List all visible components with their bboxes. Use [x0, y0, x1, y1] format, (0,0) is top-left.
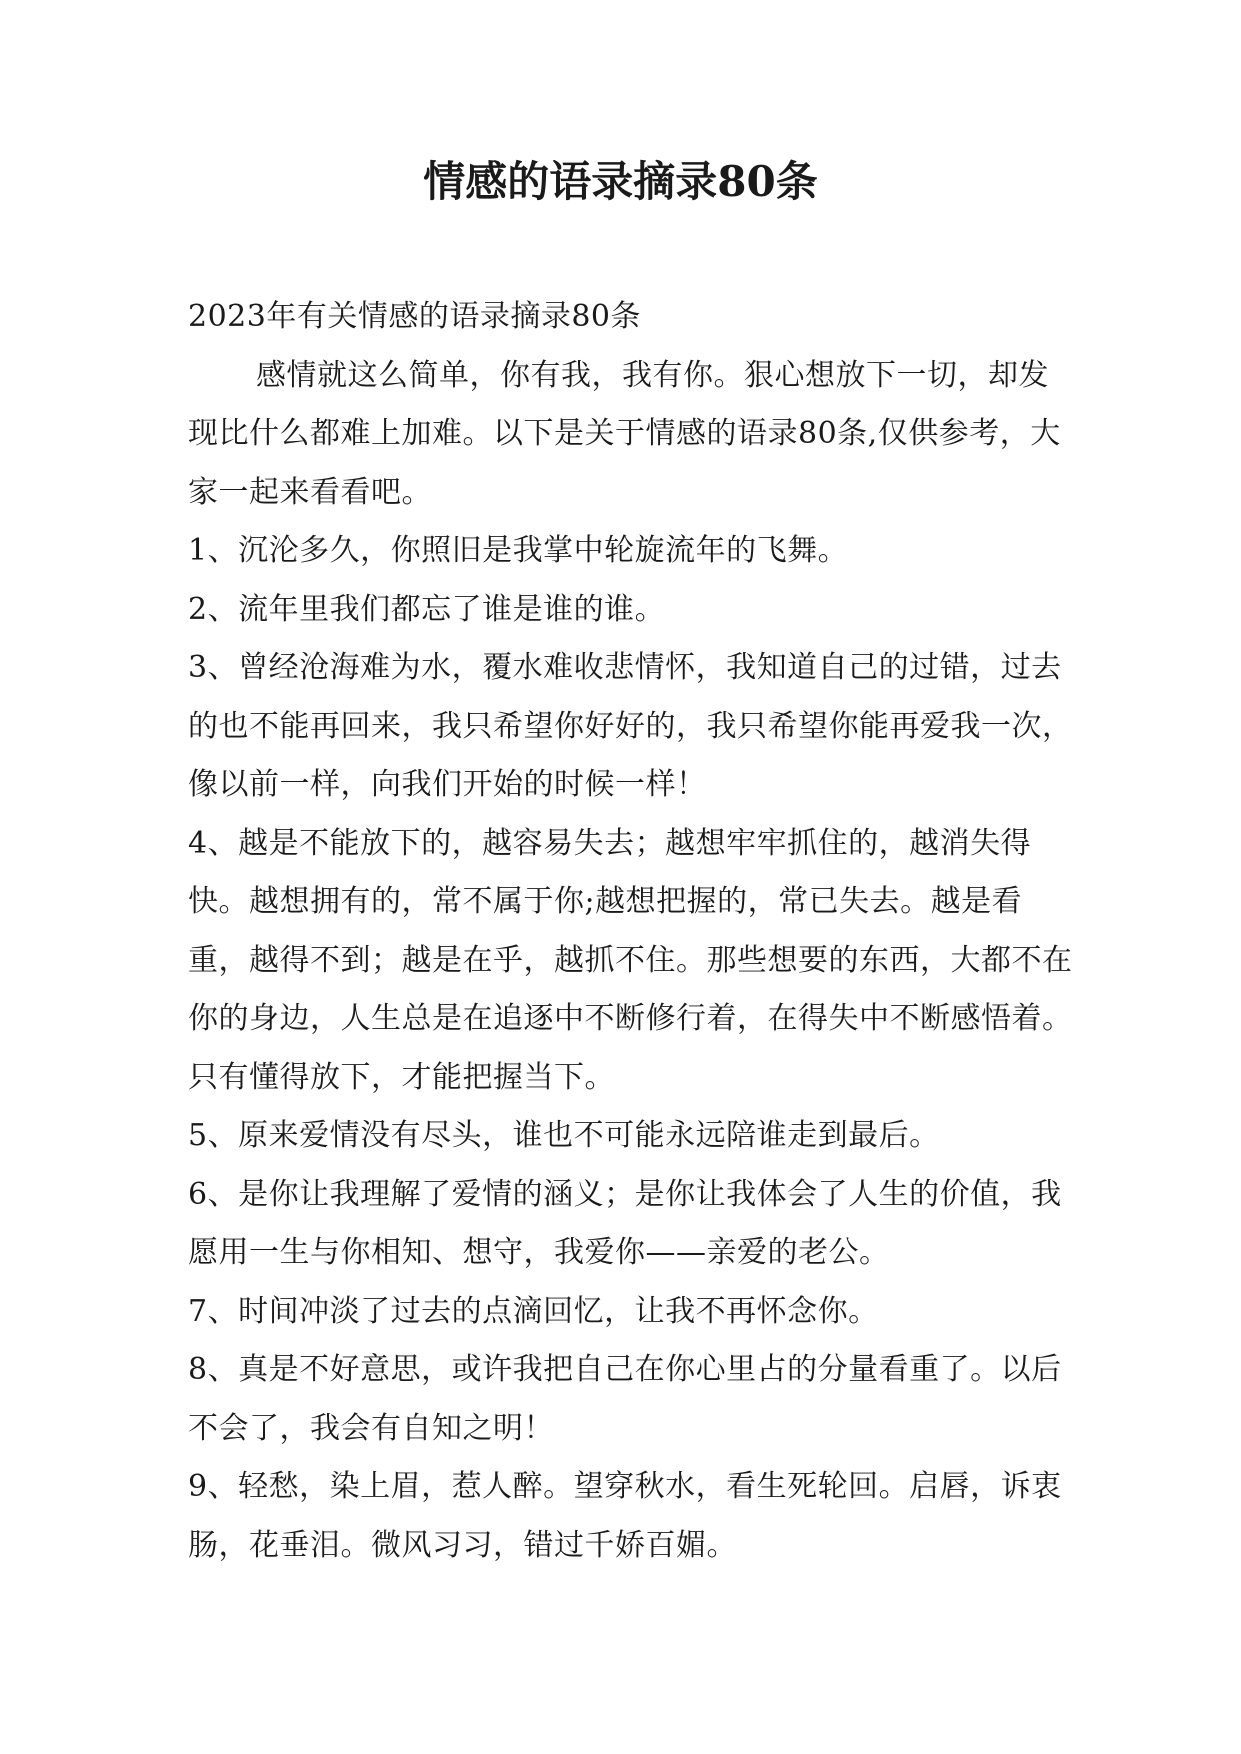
document-body — [188, 288, 1078, 1575]
quote-item: 8、真是不好意思，或许我把自己在你心里占的分量看重了。以后不会了，我会有自知之明！ — [188, 1352, 1062, 1446]
quote-item: 2、流年里我们都忘了谁是谁的谁。 — [188, 591, 666, 627]
quote-item: 1、沉沦多久，你照旧是我掌中轮旋流年的飞舞。 — [188, 533, 849, 568]
quote-item: 4、越是不能放下的，越容易失去；越想牢牢抓住的，越消失得快。越想拥有的，常不属于你;越想把握的，常已失去。越是看重，越得不到；越是在乎，越抓不住。那些想要的东西，大都不在你的身边，人生总是在追逐中不断修行着，在得失中不断感悟着。只有懂得放下，才能把握当下。 — [188, 825, 1073, 1095]
quote-item: 7、时间冲淡了过去的点滴回忆，让我不再怀念你。 — [188, 1293, 879, 1329]
quote-item: 3、曾经沧海难为水，覆水难收悲情怀，我知道自己的过错，过去的也不能再回来，我只希望你好好的，我只希望你能再爱我一次，像以前一样，向我们开始的时候一样！ — [188, 650, 1073, 802]
quote-item: 5、原来爱情没有尽头，谁也不可能永远陪谁走到最后。 — [188, 1118, 940, 1153]
document-subtitle: 2023年有关情感的语录摘录80条 — [188, 299, 642, 334]
document-title: 情感的语录摘录80条 — [423, 157, 818, 206]
intro-paragraph: 感情就这么简单，你有我，我有你。狠心想放下一切，却发现比什么都难上加难。以下是关于情感的语录80条,仅供参考，大家一起来看看吧。 — [188, 357, 1061, 510]
quote-item: 6、是你让我理解了爱情的涵义；是你让我体会了人生的价值，我愿用一生与你相知、想守，我爱你——亲爱的老公。 — [188, 1176, 1062, 1270]
quote-item: 9、轻愁，染上眉，惹人醉。望穿秋水，看生死轮回。启唇，诉衷肠，花垂泪。微风习习，错过千娇百媚。 — [188, 1469, 1062, 1563]
